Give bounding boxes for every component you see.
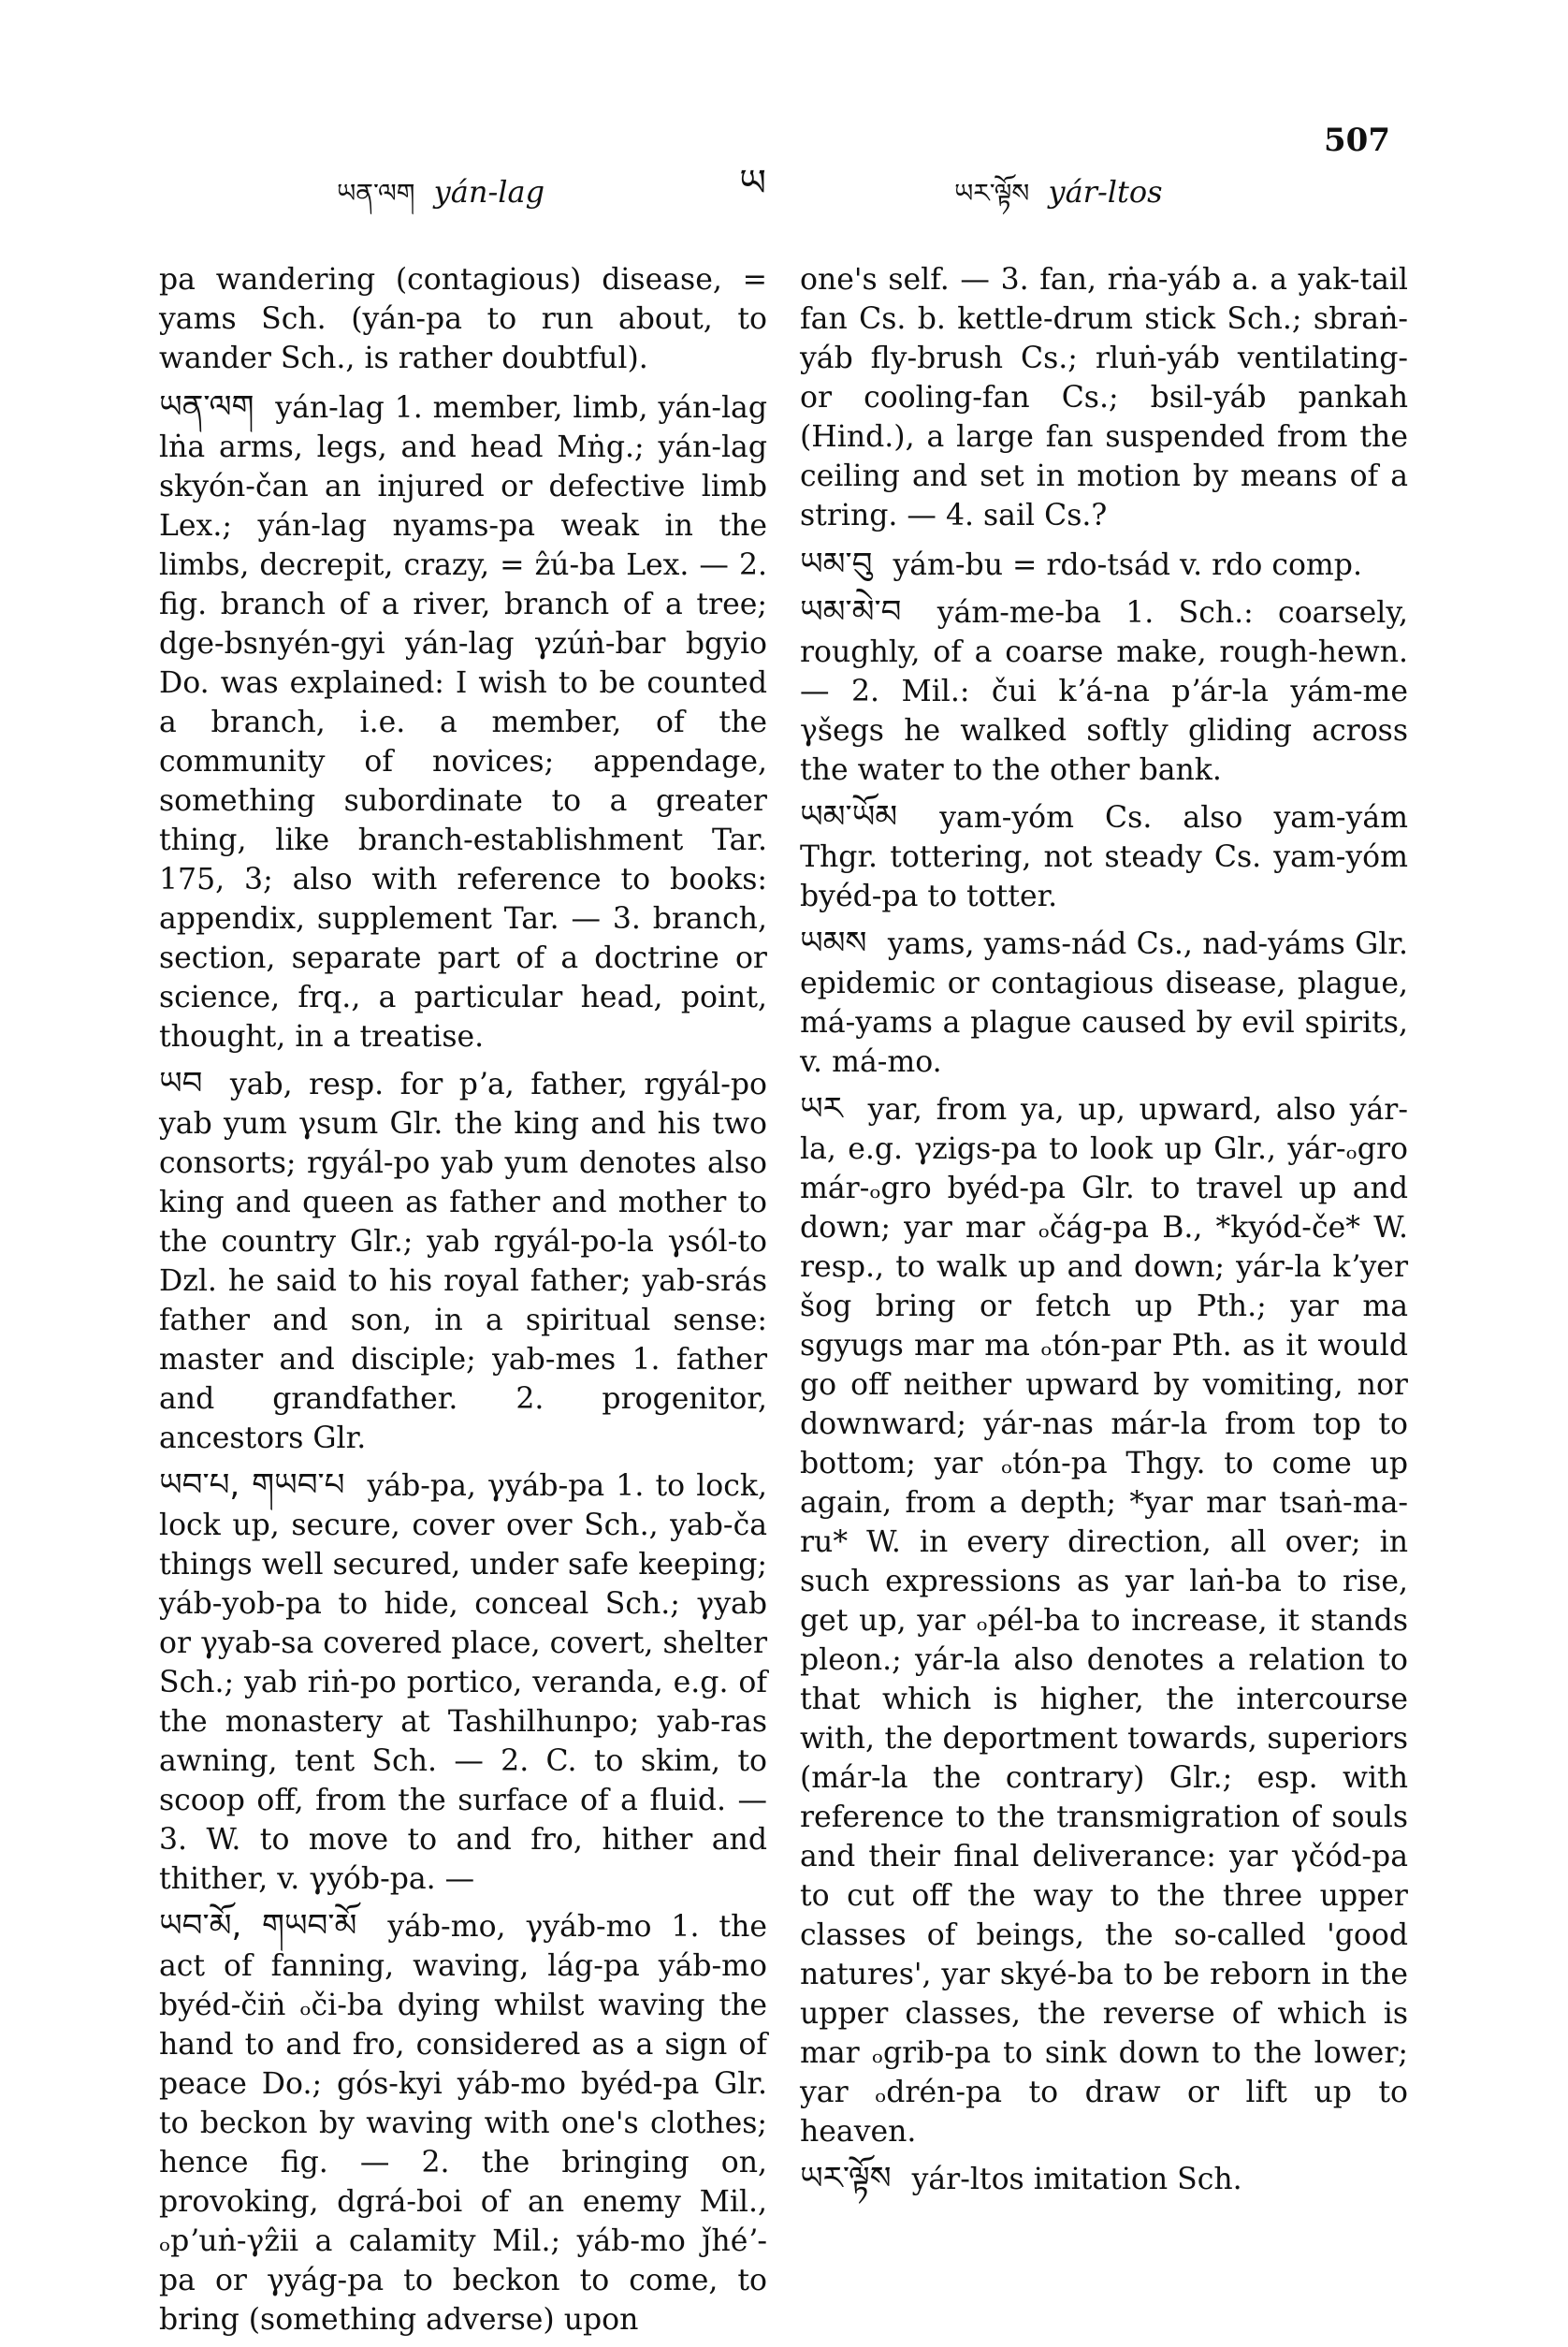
- dictionary-entry: [800, 260, 1408, 535]
- entry-headword: ཡར་ལྟོས: [800, 2160, 892, 2197]
- entry-headword: ཡབ: [159, 1065, 203, 1102]
- dictionary-entry: [800, 592, 1408, 790]
- entry-text: yár-ltos imitation Sch.: [911, 2163, 1242, 2196]
- dictionary-entry: [159, 1465, 767, 1899]
- dictionary-entry: [800, 2159, 1408, 2199]
- entry-text: yáb-pa, γyáb-pa 1. to lock, lock up, secure, cover over Sch., yab-ča things well secured, under safe keeping; yáb-yob-pa to hide, conceal Sch.; γyab or γyab-sa covered place, covert, shelter Sch.; yab riṅ-po portico, veranda, e.g. of the monastery at Tashilhunpo; yab-ras awning, tent Sch. — 2. C. to skim, to scoop off, from the surface of a fluid. — 3. W. to move to and fro, hither and thither, v. γyób-pa. —: [159, 1469, 767, 1896]
- running-head-right: [954, 164, 1163, 238]
- left-column: [159, 260, 767, 2347]
- entry-text: pa wandering (contagious) disease, = yams Sch. (yán-pa to run about, to wander Sch., is rather doubtful).: [159, 263, 767, 375]
- dictionary-entry: [800, 1089, 1408, 2151]
- entry-text: yáb-mo, γyáb-mo 1. the act of fanning, waving, lág-pa yáb-mo byéd-čiṅ ₒči-ba dying whilst waving the hand to and fro, considered as a sign of peace Do.; gós-kyi yáb-mo byéd-pa Glr. to beckon by waving with one's clothes; hence fig. — 2. the bringing on, provoking, dgrá-boi of an enemy Mil., ₒpʼuṅ-γẑii a calamity Mil.; yáb-mo ǰhéʼ-pa or γyág-pa to beckon to come, to bring (something adverse) upon: [159, 1910, 767, 2337]
- entry-text: yán-lag 1. member, limb, yán-lag lṅa arms, legs, and head Mṅg.; yán-lag skyón-čan an injured or defective limb Lex.; yán-lag nyams-pa weak in the limbs, decrepit, crazy, = ẑú-ba Lex. — 2. fig. branch of a river, branch of a tree; dge-bsnyén-gyi yán-lag γzúṅ-bar bgyio Do. was explained: I wish to be counted a branch, i.e. a member, of the community of novices; appendage, something subordinate to a greater thing, like branch-establishment Tar. 175, 3; also with reference to books: appendix, supplement Tar. — 3. branch, section, separate part of a doctrine or science, frq., a particular head, point, thought, in a treatise.: [159, 391, 767, 1054]
- entry-headword: ཡན་ལག: [159, 388, 254, 426]
- entry-headword: ཡབ་མོ, གཡབ་མོ: [159, 1907, 357, 1945]
- dictionary-entry: [159, 1906, 767, 2340]
- entry-text: one's self. — 3. fan, rṅa-yáb a. a yak-tail fan Cs. b. kettle-drum stick Sch.; sbraṅ-yáb fly-brush Cs.; rluṅ-yáb ventilating- or cooling-fan Cs.; bsil-yáb pankah (Hind.), a large fan suspended from the ceiling and set in motion by means of a string. — 4. sail Cs.?: [800, 263, 1408, 532]
- entry-headword: ཡམ་ཡོམ: [800, 798, 898, 836]
- running-head-right-romanization: yár-ltos: [1048, 174, 1163, 210]
- entry-text: yab, resp. for pʼa, father, rgyál-po yab yum γsum Glr. the king and his two consorts; rgyál-po yab yum denotes also king and queen as father and mother to the country Glr.; yab rgyál-po-la γsól-to Dzl. he said to his royal father; yab-srás father and son, in a spiritual sense: master and disciple; yab-mes 1. father and grandfather. 2. progenitor, ancestors Glr.: [159, 1068, 767, 1455]
- section-letter: ཡ: [739, 162, 766, 205]
- dictionary-entry: [159, 260, 767, 378]
- running-head-left-romanization: yán-lag: [433, 174, 545, 210]
- entry-headword: ཡམས: [800, 925, 867, 962]
- dictionary-entry: [159, 1064, 767, 1458]
- dictionary-entry: [800, 924, 1408, 1082]
- entry-text: yar, from ya, up, upward, also yár-la, e.g. γzigs-pa to look up Glr., yár-ₒgro már-ₒgro byéd-pa Glr. to travel up and down; yar mar ₒčág-pa B., *kyód-če* W. resp., to walk up and down; yár-la kʼyer šog bring or fetch up Pth.; yar ma sgyugs mar ma ₒtón-par Pth. as it would go off neither upward by vomiting, nor downward; yár-nas már-la from top to bottom; yar ₒtón-pa Thgy. to come up again, from a depth; *yar mar tsaṅ-ma-ru* W. in every direction, all over; in such expressions as yar laṅ-ba to rise, get up, yar ₒpél-ba to increase, it stands pleon.; yár-la also denotes a relation to that which is higher, the intercourse with, the deportment towards, superiors (már-la the contrary) Glr.; esp. with reference to the transmigration of souls and their final deliverance: yar γčód-pa to cut off the way to the three upper classes of beings, the so-called 'good natures', yar skyé-ba to be reborn in the upper classes, the reverse of which is mar ₒgrib-pa to sink down to the lower; yar ₒdrén-pa to draw or lift up to heaven.: [800, 1093, 1408, 2149]
- right-column: [800, 260, 1408, 2207]
- running-head-left-tibetan: ཡན་ལག: [337, 178, 415, 209]
- entry-text: yám-me-ba 1. Sch.: coarsely, roughly, of a coarse make, rough-hewn. — 2. Mil.: čui kʼá-na pʼár-la yám-me γšegs he walked softly gliding across the water to the other bank.: [800, 596, 1409, 787]
- page-number: 507: [1324, 122, 1390, 159]
- entry-headword: ཡམ་མེ་བ: [800, 593, 902, 631]
- dictionary-entry: [800, 797, 1408, 916]
- entry-headword: ཡར: [800, 1090, 843, 1128]
- entry-text: yams, yams-nád Cs., nad-yáms Glr. epidemic or contagious disease, plague, má-yams a plague caused by evil spirits, v. má-mo.: [800, 927, 1408, 1079]
- running-head-right-tibetan: ཡར་ལྟོས: [954, 178, 1030, 209]
- dictionary-entry: [159, 387, 767, 1057]
- entry-text: yam-yóm Cs. also yam-yám Thgr. tottering, not steady Cs. yam-yóm byéd-pa to totter.: [800, 801, 1408, 913]
- running-head-left: [337, 164, 544, 238]
- entry-text: yám-bu = rdo-tsád v. rdo comp.: [893, 548, 1362, 582]
- dictionary-entry: [800, 545, 1408, 585]
- entry-headword: ཡམ་བུ: [800, 546, 873, 583]
- entry-headword: ཡབ་པ, གཡབ་པ: [159, 1466, 345, 1504]
